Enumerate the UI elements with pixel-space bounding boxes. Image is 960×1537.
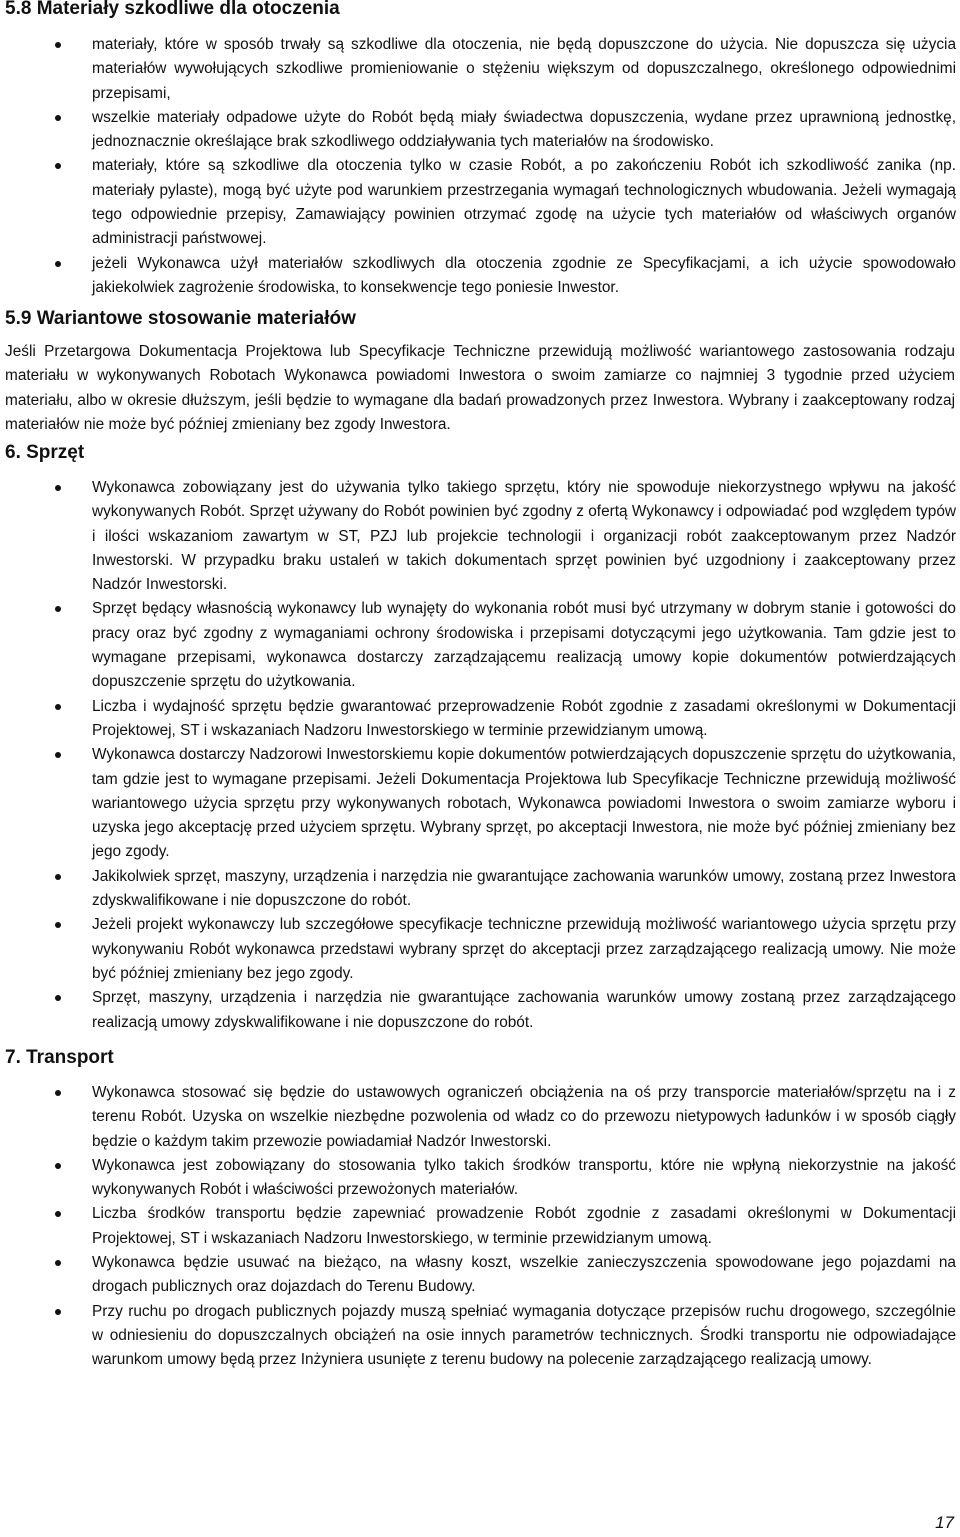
bullet-icon <box>55 922 61 928</box>
page-number: 17 <box>935 1513 954 1532</box>
bullet-icon <box>55 115 61 121</box>
heading-6: 6. Sprzęt <box>5 442 85 463</box>
list-item: Wykonawca będzie usuwać na bieżąco, na własny koszt, wszelkie zanieczyszczenia spowodowane jego pojazdami na drogach publicznych oraz dojazdach do Terenu Budowy. <box>0 1251 960 1300</box>
bullet-icon <box>55 42 61 48</box>
bullet-icon <box>55 606 61 612</box>
paragraph-5-9: Jeśli Przetargowa Dokumentacja Projektowa lub Specyfikacje Techniczne przewidują możliwość wariantowego zastosowania rodzaju materiału w wykonywanych Robotach Wykonawca powiadomi Inwestora o swoim zamiarze co najmniej 3 tygodnie przed użyciem materiału, albo w okresie dłuższym, jeśli będzie to wymagane dla badań prowadzonych przez Inwestora. Wybrany i zaakceptowany rodzaj materiałów nie może być później zmieniany bez zgody Inwestora. <box>5 343 955 433</box>
list-item: Liczba środków transportu będzie zapewniać prowadzenie Robót zgodnie z zasadami określonymi w Dokumentacji Projektowej, ST i wskazaniach Nadzoru Inwestorskiego, w terminie przewidzianym umową. <box>0 1202 960 1251</box>
list-item: Sprzęt będący własnością wykonawcy lub wynajęty do wykonania robót musi być utrzymany w dobrym stanie i gotowości do pracy oraz być zgodny z wymaganiami ochrony środowiska i przepisami dotyczącymi jego użytkowania. Tam gdzie jest to wymagane przepisami, wykonawca dostarczy zarządzającemu realizacją umowy kopie dokumentów potwierdzających dopuszczenie sprzętu do użytkowania. <box>0 597 960 694</box>
bullet-icon <box>55 752 61 758</box>
list-item: Sprzęt, maszyny, urządzenia i narzędzia nie gwarantujące zachowania warunków umowy zostaną przez zarządzającego realizacją umowy zdyskwalifikowane i nie dopuszczone do robót. <box>0 986 960 1035</box>
heading-7: 7. Transport <box>5 1047 114 1068</box>
bullet-icon <box>55 163 61 169</box>
bullet-icon <box>55 1309 61 1315</box>
bullet-icon <box>55 704 61 710</box>
list-item: Jakikolwiek sprzęt, maszyny, urządzenia i narzędzia nie gwarantujące zachowania warunków umowy, zostaną przez Inwestora zdyskwalifikowane i nie dopuszczone do robót. <box>0 865 960 914</box>
list-transport <box>0 1081 960 1373</box>
list-item: Wykonawca dostarczy Nadzorowi Inwestorskiemu kopie dokumentów potwierdzających dopuszczenie sprzętu do użytkowania, tam gdzie jest to wymagane przepisami. Jeżeli Dokumentacja Projektowa lub Specyfikacje Techniczne przewidują możliwość wariantowego użycia sprzętu przy wykonywanych robotach, Wykonawca powiadomi Inwestora o swoim zamiarze wyboru i uzyska jego akceptację przed użyciem sprzętu. Wybrany sprzęt, po akceptacji Inwestora, nie może być później zmieniany bez jego zgody. <box>0 743 960 864</box>
list-item: materiały, które w sposób trwały są szkodliwe dla otoczenia, nie będą dopuszczone do użycia. Nie dopuszcza się użycia materiałów wywołujących szkodliwe promieniowanie o stężeniu większym od dopuszczalnego, określonego odpowiednimi przepisami, <box>0 33 960 106</box>
list-item: wszelkie materiały odpadowe użyte do Robót będą miały świadectwa dopuszczenia, wydane przez uprawnioną jednostkę, jednoznacznie określające brak szkodliwego oddziaływania tych materiałów na środowisko. <box>0 106 960 155</box>
bullet-icon <box>55 1211 61 1217</box>
list-item: Jeżeli projekt wykonawczy lub szczegółowe specyfikacje techniczne przewidują możliwość wariantowego użycia sprzętu przy wykonywaniu Robót wykonawca przedstawi wybrany sprzęt do akceptacji przez zarządzającego realizacją umowy. Nie może być później zmieniany bez jego zgody. <box>0 913 960 986</box>
bullet-icon <box>55 261 61 267</box>
list-item: jeżeli Wykonawca użył materiałów szkodliwych dla otoczenia zgodnie ze Specyfikacjami, a ich użycie spowodowało jakiekolwiek zagrożenie środowiska, to konsekwencje tego poniesie Inwestor. <box>0 252 960 301</box>
bullet-icon <box>55 1163 61 1169</box>
list-item: Wykonawca zobowiązany jest do używania tylko takiego sprzętu, który nie spowoduje niekorzystnego wpływu na jakość wykonywanych Robót. Sprzęt używany do Robót powinien być zgodny z ofertą Wykonawcy i odpowiadać pod względem typów i ilości wskazaniom zawartym w ST, PZJ lub projekcie technologii i organizacji robót zaakceptowanym przez Nadzór Inwestorski. W przypadku braku ustaleń w takich dokumentach sprzęt powinien być uzgodniony i zaakceptowany przez Nadzór Inwestorski. <box>0 476 960 597</box>
bullet-icon <box>55 874 61 880</box>
list-equipment <box>0 476 960 1035</box>
heading-5-9: 5.9 Wariantowe stosowanie materiałów <box>5 308 356 329</box>
list-item: Wykonawca jest zobowiązany do stosowania tylko takich środków transportu, które nie wpłyną niekorzystnie na jakość wykonywanych Robót i właściwości przewożonych materiałów. <box>0 1154 960 1203</box>
list-item: Przy ruchu po drogach publicznych pojazdy muszą spełniać wymagania dotyczące przepisów ruchu drogowego, szczególnie w odniesieniu do dopuszczalnych obciążeń na osie innych parametrów technicznych. Środki transportu nie odpowiadające warunkom umowy będą przez Inżyniera usunięte z terenu budowy na polecenie zarządzającego realizacją umowy. <box>0 1300 960 1373</box>
bullet-icon <box>55 995 61 1001</box>
list-item: Liczba i wydajność sprzętu będzie gwarantować przeprowadzenie Robót zgodnie z zasadami określonymi w Dokumentacji Projektowej, ST i wskazaniach Nadzoru Inwestorskiego w terminie przewidzianym umową. <box>0 695 960 744</box>
heading-5-8: 5.8 Materiały szkodliwe dla otoczenia <box>5 0 340 19</box>
list-hazardous-materials <box>0 33 960 300</box>
bullet-icon <box>55 485 61 491</box>
list-item: Wykonawca stosować się będzie do ustawowych ograniczeń obciążenia na oś przy transporcie materiałów/sprzętu na i z terenu Robót. Uzyska on wszelkie niezbędne pozwolenia od władz co do przewozu nietypowych ładunków i w sposób ciągły będzie o każdym takim przewozie powiadamiał Nadzór Inwestorski. <box>0 1081 960 1154</box>
bullet-icon <box>55 1260 61 1266</box>
bullet-icon <box>55 1090 61 1096</box>
list-item: materiały, które są szkodliwe dla otoczenia tylko w czasie Robót, a po zakończeniu Robót ich szkodliwość zanika (np. materiały pylaste), mogą być użyte pod warunkiem przestrzegania wymagań technologicznych wbudowania. Jeżeli wymagają tego odpowiednie przepisy, Zamawiający powinien otrzymać zgodę na użycie tych materiałów od właściwych organów administracji państwowej. <box>0 154 960 251</box>
